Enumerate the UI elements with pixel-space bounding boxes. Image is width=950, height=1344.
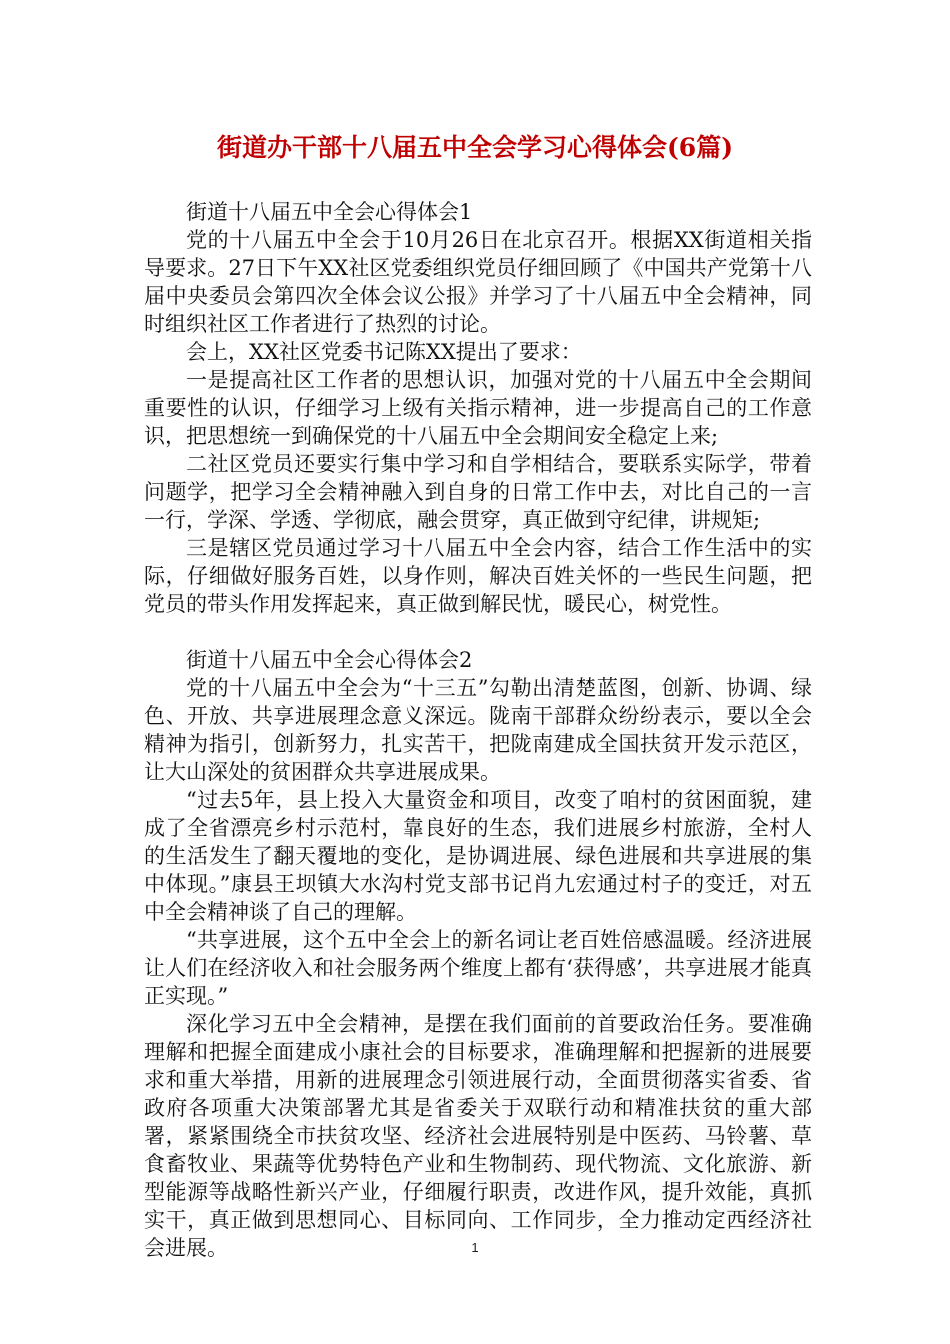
section-spacer <box>144 618 812 646</box>
paragraph: 深化学习五中全会精神，是摆在我们面前的首要政治任务。要准确理解和把握全面建成小康社会的目标要求，准确理解和把握新的进展要求和重大举措，用新的进展理念引领进展行动，全面贯彻落实省委、省政府各项重大决策部署尤其是省委关于双联行动和精准扶贫的重大部署，紧紧围绕全市扶贫攻坚、经济社会进展特别是中医药、马铃薯、草食畜牧业、果蔬等优势特色产业和生物制药、现代物流、文化旅游、新型能源等战略性新兴产业，仔细履行职责，改进作风，提升效能，真抓实干，真正做到思想同心、目标同向、工作同步，全力推动定西经济社会进展。 <box>144 1012 812 1260</box>
page-number: 1 <box>471 1240 479 1255</box>
paragraph: 一是提高社区工作者的思想认识，加强对党的十八届五中全会期间重要性的认识，仔细学习上级有关指示精神，进一步提高自己的工作意识，把思想统一到确保党的十八届五中全会期间安全稳定上来; <box>144 368 812 448</box>
paragraph: 党的十八届五中全会为“十三五”勾勒出清楚蓝图，创新、协调、绿色、开放、共享进展理念意义深远。陇南干部群众纷纷表示，要以全会精神为指引，创新努力，扎实苦干，把陇南建成全国扶贫开发示范区，让大山深处的贫困群众共享进展成果。 <box>144 676 812 784</box>
paragraph: 二社区党员还要实行集中学习和自学相结合，要联系实际学，带着问题学，把学习全会精神融入到自身的日常工作中去，对比自己的一言一行，学深、学透、学彻底，融会贯穿，真正做到守纪律，讲规矩; <box>144 452 812 532</box>
paragraph: “共享进展，这个五中全会上的新名词让老百姓倍感温暖。经济进展让人们在经济收入和社会服务两个维度上都有‘获得感’，共享进展才能真正实现。” <box>144 928 812 1008</box>
document-title: 街道办干部十八届五中全会学习心得体会(6篇) <box>216 133 734 162</box>
paragraph: 党的十八届五中全会于10月26日在北京召开。根据XX街道相关指导要求。27日下午XX社区党委组织党员仔细回顾了《中国共产党第十八届中央委员会第四次全体会议公报》并学习了十八届五中全会精神，同时组织社区工作者进行了热烈的讨论。 <box>144 228 812 336</box>
paragraph: “过去5年，县上投入大量资金和项目，改变了咱村的贫困面貌，建成了全省漂亮乡村示范村，靠良好的生态，我们进展乡村旅游，全村人的生活发生了翻天覆地的变化，是协调进展、绿色进展和共享进展的集中体现。”康县王坝镇大水沟村党支部书记肖九宏通过村子的变迁，对五中全会精神谈了自己的理解。 <box>144 788 812 924</box>
section-heading: 街道十八届五中全会心得体会1 <box>186 200 473 224</box>
document-body <box>144 198 812 1262</box>
paragraph: 三是辖区党员通过学习十八届五中全会内容，结合工作生活中的实际，仔细做好服务百姓，以身作则，解决百姓关怀的一些民生问题，把党员的带头作用发挥起来，真正做到解民忧，暖民心，树党性。 <box>144 536 812 616</box>
paragraph: 会上，XX社区党委书记陈XX提出了要求： <box>186 340 582 364</box>
section-heading: 街道十八届五中全会心得体会2 <box>186 648 473 672</box>
